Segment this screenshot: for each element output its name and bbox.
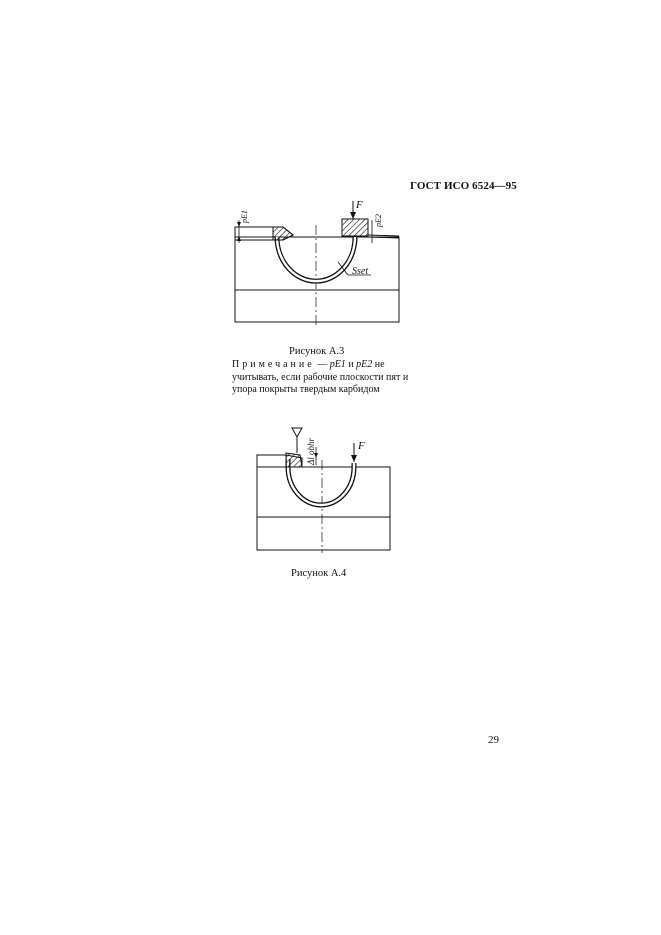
figure-a3-drawing: [225, 195, 410, 330]
p-e1-label: pE1: [240, 210, 249, 223]
page-number: 29: [488, 734, 499, 746]
note-p1: pE1: [329, 359, 346, 370]
p-e2-label: pE2: [374, 214, 383, 227]
s-set-label: Sset: [352, 266, 369, 277]
note-conj: и: [345, 359, 357, 370]
figure-a3: [225, 195, 410, 330]
note-text: не учитывать, если рабочие плоскости пят и упора покрыты твердым карбидом: [232, 359, 409, 395]
note-p2: pE2: [356, 359, 373, 370]
force-label: F: [356, 199, 363, 211]
note: [232, 359, 412, 397]
figure-a4-drawing: [250, 425, 395, 555]
document-code: ГОСТ ИСО 6524—95: [410, 180, 517, 192]
figure-a4-caption: Рисунок А.4: [291, 568, 347, 579]
figure-a3-caption: Рисунок А.3: [289, 346, 345, 357]
note-dash: —: [314, 359, 330, 370]
figure-a4: [250, 425, 395, 555]
base-block: [257, 467, 390, 550]
note-label: Примечание: [232, 359, 315, 370]
force-label: F: [358, 440, 365, 452]
delta-label: Δl obhr: [306, 437, 316, 465]
gauge-icon: [292, 428, 302, 437]
right-pad: [342, 219, 368, 236]
